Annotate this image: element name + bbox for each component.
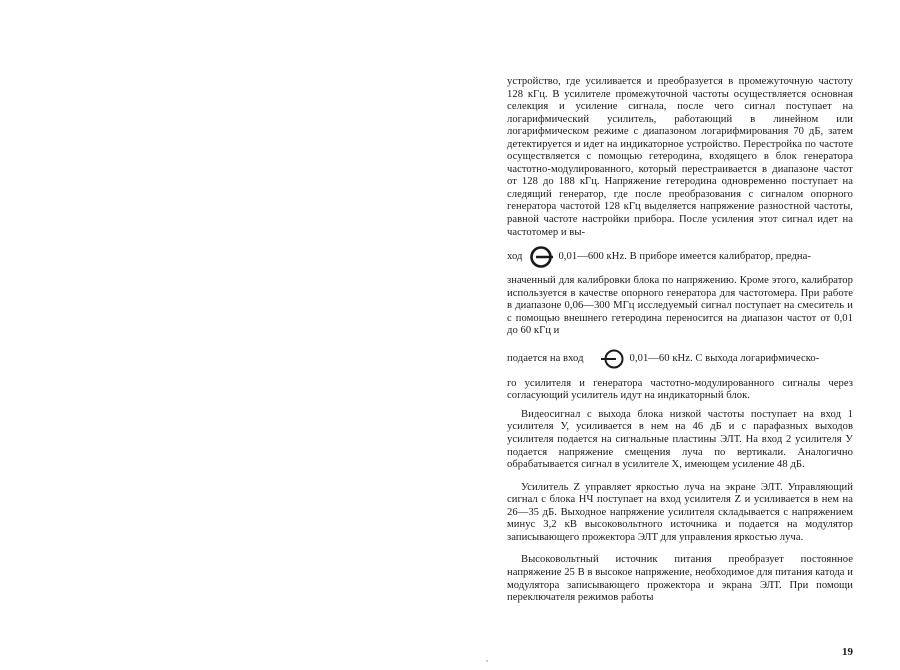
inline-output-tail: 0,01—600 кHz. В приборе имеется калибратор, предна- bbox=[558, 250, 811, 262]
input-connector-symbol-icon bbox=[600, 348, 626, 370]
scan-speck bbox=[486, 660, 488, 662]
output-connector-symbol-icon bbox=[528, 245, 554, 269]
inline-input-lead: подается на вход bbox=[507, 352, 584, 364]
paragraph-high-voltage: Высоковольтный источник питания преобразует постоянное напряжение 25 В в высокое напряжение, необходимое для питания катода и модулятора записывающего прожектора и экрана ЭЛТ. При помощи переключателя режимов работы bbox=[507, 554, 853, 604]
text-column bbox=[507, 76, 853, 605]
paragraph-receiver: устройство, где усиливается и преобразуется в промежуточную частоту 128 кГц. В усилителе промежуточной частоты осуществляется основная селекция и усиление сигнала, после чего сигнал поступает на логарифмический усилитель, работающий в линейном или логарифмическом режиме с диапазоном логарифмирования 70 дБ, затем детектируется и идет на индикаторное устройство. Перестройка по частоте осуществляется с помощью гетеродина, входящего в блок генератора частотно-модулированного, который перестраивается в диапазоне частот от 128 до 188 кГц. Напряжение гетеродина одновременно поступает на следящий генератор, где после преобразования с сигналом опорного генератора частотой 128 кГц выделяется напряжение разностной частоты, равной частоте настройки прибора. После усиления этот сигнал идет на частотомер и вы- bbox=[507, 76, 853, 238]
inline-output-lead: ход bbox=[507, 250, 523, 262]
inline-input-line bbox=[507, 348, 853, 370]
paragraph-calibrator: значенный для калибровки блока по напряжению. Кроме этого, калибратор используется в качестве опорного генератора для частотомера. При работе в диапазоне 0,06—300 МГц исследуемый сигнал поступает на смеситель и с помощью внешнего гетеродина переносится на диапазон частот от 0,01 до 60 кГц и bbox=[507, 275, 853, 337]
paragraph-amplifier-z: Усилитель Z управляет яркостью луча на экране ЭЛТ. Управляющий сигнал с блока НЧ поступает на вход усилителя Z и усиливается в нем на 26—35 дБ. Выходное напряжение усилителя складывается с напряжением минус 3,2 кВ высоковольтного источника и подается на модулятор записывающего прожектора ЭЛТ для управления яркостью луча. bbox=[507, 481, 853, 543]
paragraph-log-amplifier: го усилителя и генератора частотно-модулированного сигналы через согласующий усилитель идут на индикаторный блок. bbox=[507, 377, 853, 402]
inline-input-tail: 0,01—60 кHz. С выхода логарифмическо- bbox=[629, 352, 820, 364]
page-number: 19 bbox=[842, 646, 853, 658]
paragraph-video-signal: Видеосигнал с выхода блока низкой частоты поступает на вход 1 усилителя У, усиливается в нем на 46 дБ и с парафазных выходов усилителя подается на сигнальные пластины ЭЛТ. На вход 2 усилителя У подается напряжение смещения луча по вертикали. Аналогично обрабатывается сигнал в усилителе X, имеющем усиление 48 дБ. bbox=[507, 408, 853, 471]
inline-output-line bbox=[507, 245, 853, 269]
